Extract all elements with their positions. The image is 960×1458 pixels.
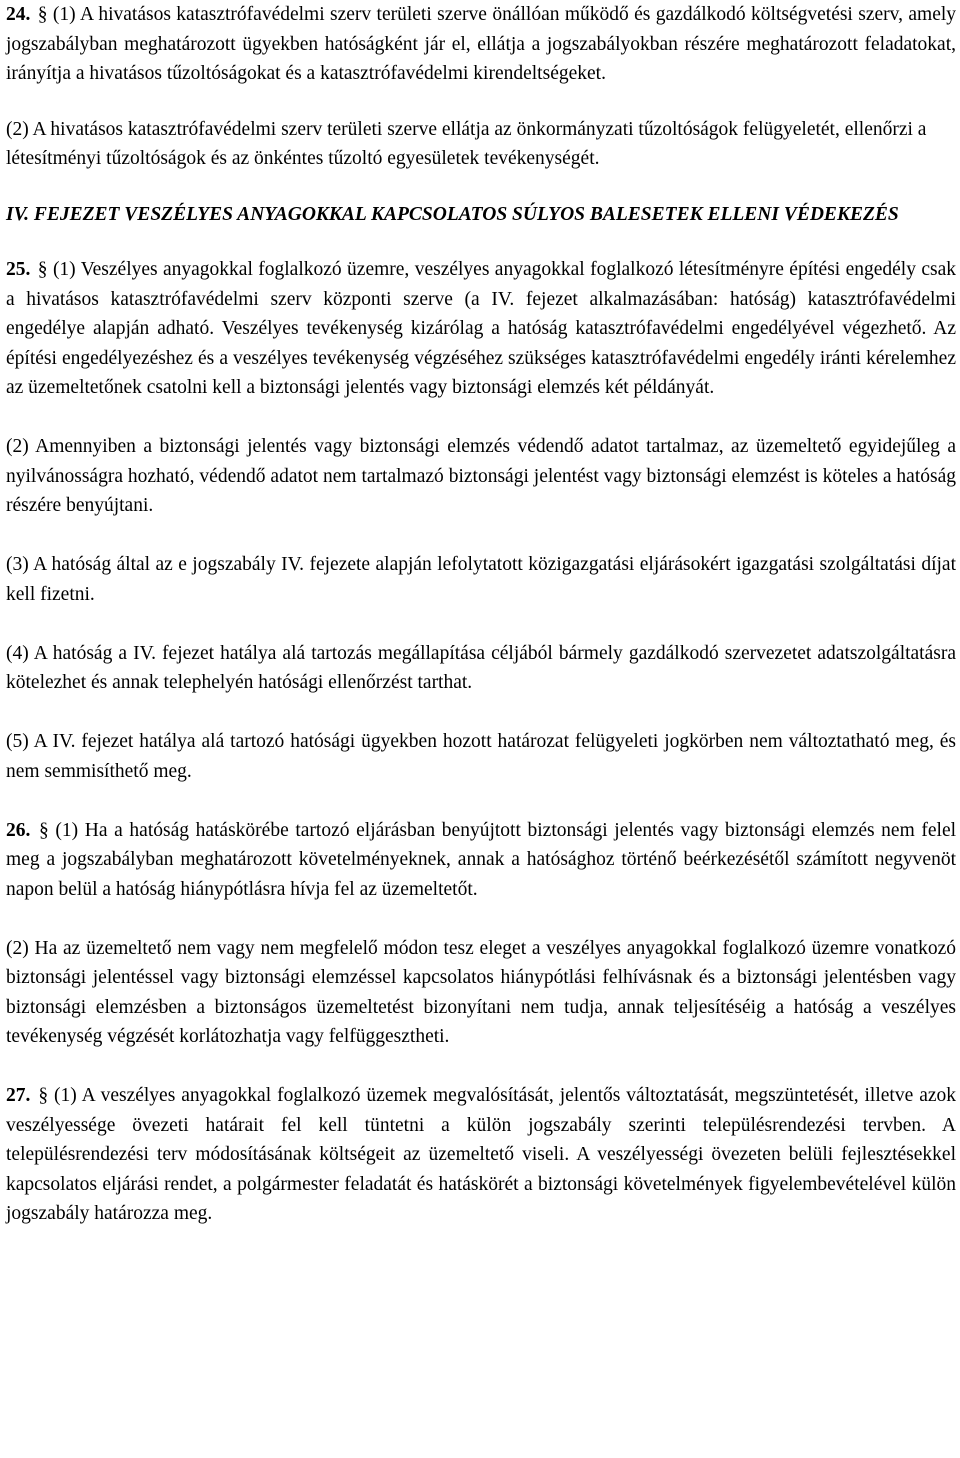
section-25-paragraph-4: (4) A hatóság a IV. fejezet hatálya alá tartozás megállapítása céljából bármely gazdálkodó szervezetet adatszolgáltatásra kötelezhet és annak telephelyén hatósági ellenőrzést tarthat. bbox=[6, 642, 956, 693]
section-sign: § bbox=[38, 1085, 49, 1106]
section-sign: § bbox=[37, 259, 48, 280]
section-27-paragraph-1 bbox=[6, 1081, 956, 1229]
section-24-paragraph-2: (2) A hivatásos katasztrófavédelmi szerv területi szerve ellátja az önkormányzati tűzoltóságok felügyeletét, ellenőrzi a létesítményi tűzoltóságok és az önkéntes tűzoltó egyesületek tevékenységét. bbox=[6, 118, 927, 169]
section-26-paragraph-2: (2) Ha az üzemeltető nem vagy nem megfelelő módon tesz eleget a veszélyes anyagokkal foglalkozó üzemre vonatkozó biztonsági jelentéssel vagy biztonsági elemzéssel kapcsolatos hiánypótlási felhívásnak és a biztonsági jelentésben vagy biztonsági elemzésben a biztonságos üzemeltetést bizonyítani nem tudja, annak teljesítéséig a hatóság a veszélyes tevékenység végzését korlátozhatja vagy felfüggesztheti. bbox=[6, 937, 956, 1047]
section-number: 26. bbox=[6, 819, 31, 841]
section-number: 25. bbox=[6, 259, 31, 280]
section-26-paragraph-1 bbox=[6, 816, 956, 905]
section-number: 24. bbox=[6, 4, 31, 25]
section-24-paragraph-1 bbox=[6, 0, 956, 89]
section-number: 27. bbox=[6, 1085, 31, 1106]
section-25-paragraph-5: (5) A IV. fejezet hatálya alá tartozó hatósági ügyekben hozott határozat felügyeleti jogkörben nem változtatható meg, és nem semmisíthető meg. bbox=[6, 731, 956, 782]
section-sign: § bbox=[39, 819, 49, 841]
section-25-paragraph-3: (3) A hatóság által az e jogszabály IV. fejezete alapján lefolytatott közigazgatási eljárásokért igazgatási szolgáltatási díjat kell fizetni. bbox=[6, 554, 956, 605]
document-page bbox=[6, 0, 956, 1229]
section-25-paragraph-2: (2) Amennyiben a biztonsági jelentés vagy biztonsági elemzés védendő adatot tartalmaz, az üzemeltető egyidejűleg a nyilvánosságra hozható, védendő adatot nem tartalmazó biztonsági jelentést vagy biztonsági elemzést is köteles a hatóság részére benyújtani. bbox=[6, 436, 956, 516]
section-25-paragraph-1 bbox=[6, 255, 956, 403]
paragraph-text: (1) Veszélyes anyagokkal foglalkozó üzemre, veszélyes anyagokkal foglalkozó létesítményre építési engedély csak a hivatásos katasztrófavédelmi szerv központi szerve (a IV. fejezet alkalmazásában: hatóság) katasztrófavédelmi engedélye alapján adható. Veszélyes tevékenység kizárólag a hatóság katasztrófavédelmi engedélyével végezhető. Az építési engedélyezéshez és a veszélyes tevékenység végzéséhez szükséges katasztrófavédelmi engedély iránti kérelemhez az üzemeltetőnek csatolni kell a biztonsági jelentés vagy biztonsági elemzés két példányát. bbox=[6, 259, 957, 398]
chapter-heading: IV. FEJEZET VESZÉLYES ANYAGOKKAL KAPCSOLATOS SÚLYOS BALESETEK ELLENI VÉDEKEZÉS bbox=[6, 203, 899, 225]
section-sign: § bbox=[37, 4, 48, 25]
paragraph-text: (1) A veszélyes anyagokkal foglalkozó üzemek megvalósítását, jelentős változtatását, megszüntetését, illetve azok veszélyessége övezeti határait fel kell tüntetni a külön jogszabály szerinti településrendezési tervben. A településrendezési terv módosításának költségeit az üzemeltető viseli. A veszélyességi övezeten belüli fejlesztésekkel kapcsolatos eljárási rendet, a polgármester feladatát és hatáskörét a biztonsági követelmények figyelembevételével külön jogszabály határozza meg. bbox=[6, 1085, 957, 1224]
paragraph-text: (1) A hivatásos katasztrófavédelmi szerv területi szerve önállóan működő és gazdálkodó költségvetési szerv, amely jogszabályban meghatározott ügyekben hatóságként jár el, ellátja a jogszabályokban részére meghatározott feladatokat, irányítja a hivatásos tűzoltóságokat és a katasztrófavédelmi kirendeltségeket. bbox=[6, 4, 957, 84]
paragraph-text: (1) Ha a hatóság hatáskörébe tartozó eljárásban benyújtott biztonsági jelentés vagy biztonsági elemzés nem felel meg a jogszabályban meghatározott követelményeknek, annak a hatósághoz történő beérkezésétől számított negyvenöt napon belül a hatóság hiánypótlásra hívja fel az üzemeltetőt. bbox=[6, 819, 957, 900]
